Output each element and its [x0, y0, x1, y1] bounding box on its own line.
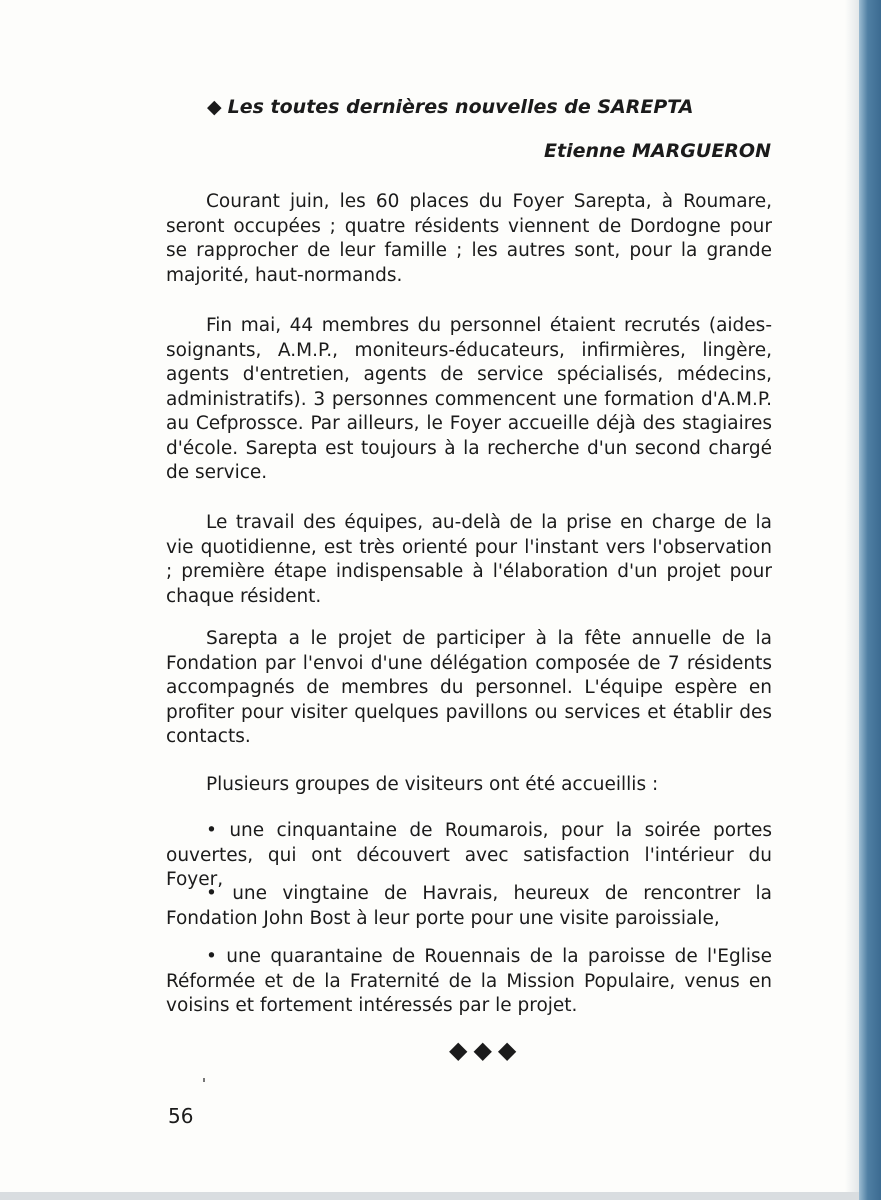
diamond-bullet-icon: ◆ — [207, 96, 222, 118]
list-item: • une quarantaine de Rouennais de la paroisse de l'Eglise Réformée et de la Fraternité de la Mission Populaire, venus en voisins et fortement intéressés par le projet. — [166, 946, 772, 1016]
page-edge-shadow — [845, 0, 859, 1200]
scan-bottom-edge — [0, 1192, 859, 1200]
paragraph: Plusieurs groupes de visiteurs ont été accueillis : — [206, 774, 659, 795]
article-author: Etienne MARGUERON — [544, 140, 771, 162]
book-cover-edge — [859, 0, 881, 1200]
list-item: • une cinquantaine de Roumarois, pour la soirée portes ouvertes, qui ont découvert avec satisfaction l'intérieur du Foyer, — [166, 820, 772, 890]
paragraph: Le travail des équipes, au-delà de la prise en charge de la vie quotidienne, est très orienté pour l'instant vers l'observation ; première étape indispensable à l'élaboration d'un projet pour chaque résident. — [166, 512, 772, 607]
section-separator-icon: ◆◆◆ — [449, 1036, 523, 1064]
article-title-text: Les toutes dernières nouvelles de SAREPTA — [227, 96, 694, 118]
paragraph: Fin mai, 44 membres du personnel étaient recrutés (aides-soignants, A.M.P., moniteurs-éducateurs, infirmières, lingère, agents d'entretien, agents de service spécialisés, médecins, administratifs). 3 personnes commencent une formation d'A.M.P. au Cefprossce. Par ailleurs, le Foyer accueille déjà des stagiaires d'école. Sarepta est toujours à la recherche d'un second chargé de service. — [166, 315, 772, 483]
scan-speck — [203, 1078, 205, 1082]
page-number: 56 — [168, 1104, 194, 1128]
list-item: • une vingtaine de Havrais, heureux de rencontrer la Fondation John Bost à leur porte pour une visite paroissiale, — [166, 883, 772, 929]
article-title — [207, 96, 694, 118]
paragraph: Sarepta a le projet de participer à la fête annuelle de la Fondation par l'envoi d'une délégation composée de 7 résidents accompagnés de membres du personnel. L'équipe espère en profiter pour visiter quelques pavillons ou services et établir des contacts. — [166, 628, 772, 747]
paragraph: Courant juin, les 60 places du Foyer Sarepta, à Roumare, seront occupées ; quatre résidents viennent de Dordogne pour se rapprocher de leur famille ; les autres sont, pour la grande majorité, haut-normands. — [166, 191, 772, 286]
